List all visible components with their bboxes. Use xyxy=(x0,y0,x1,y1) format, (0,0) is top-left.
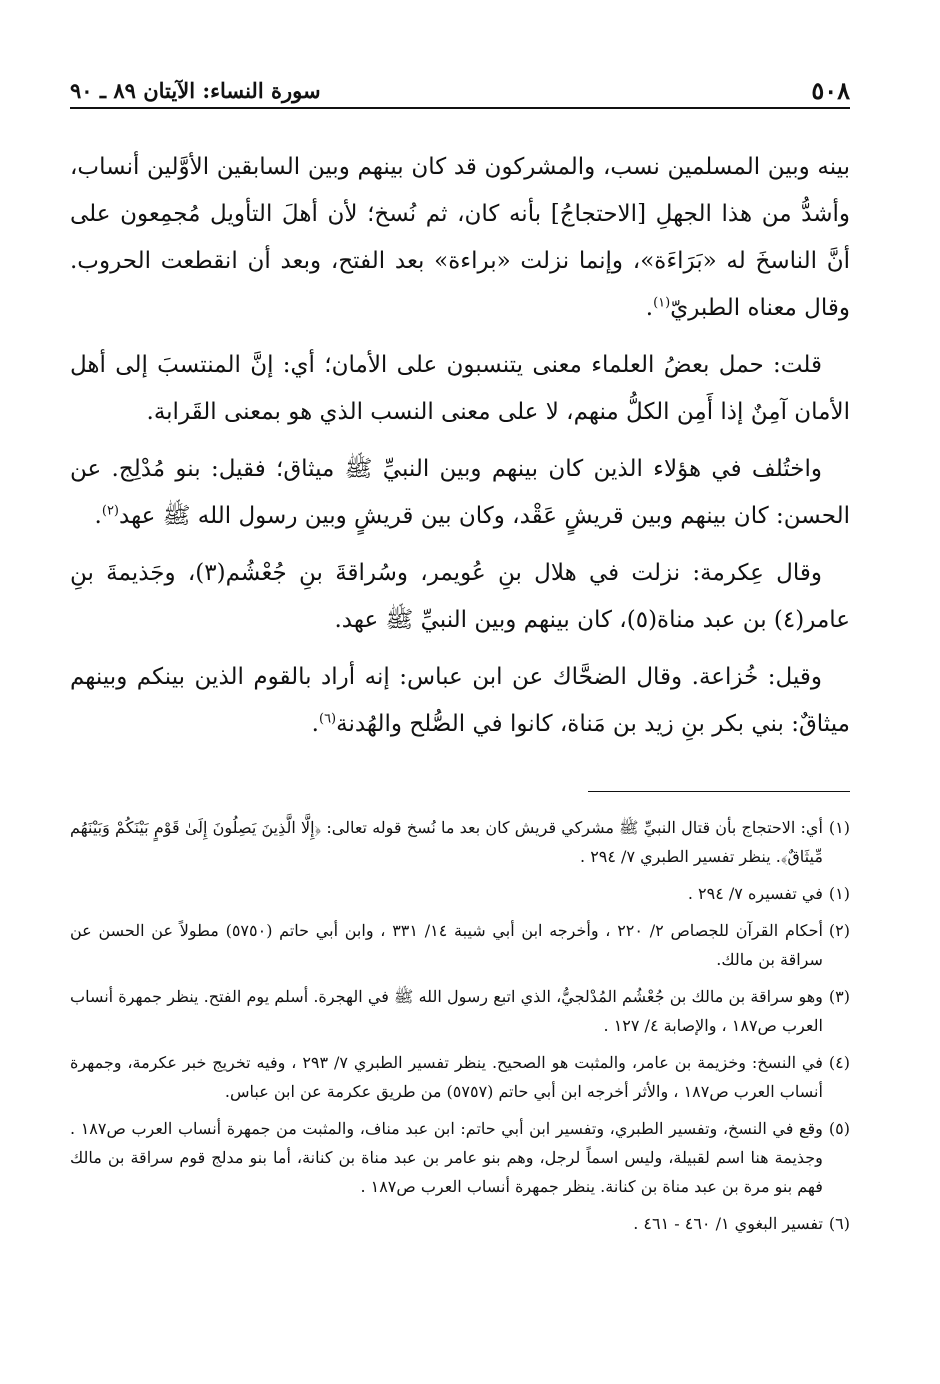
footnote-number: (١) xyxy=(828,884,850,903)
footnote-number: (٣) xyxy=(828,987,850,1006)
page-header xyxy=(70,66,850,104)
paragraph-tail: . xyxy=(311,711,319,737)
paragraph-4 xyxy=(70,550,850,644)
paragraph-tail: . xyxy=(645,295,654,321)
footnotes xyxy=(70,813,850,1246)
footnote-text: أحكام القرآن للجصاص ٢/ ٢٢٠ ، وأخرجه ابن أبي شيبة ١٤/ ٣٣١ ، وابن أبي حاتم (٥٧٥٠) مطولاً عن الحسن عن سراقة بن مالك. xyxy=(70,921,823,969)
footnote-item xyxy=(70,879,850,908)
paragraph-3 xyxy=(70,446,850,540)
paragraph-1 xyxy=(70,144,850,332)
footnote-item xyxy=(70,1048,850,1106)
paragraph-text: واختُلف في هؤلاء الذين كان بينهم وبين النبيِّ ﷺ ميثاق؛ فقيل: بنو مُدْلِج. عن الحسن: كان بينهم وبين قريشٍ عَقْد، وكان بين قريشٍ وبين رسول الله ﷺ عهد xyxy=(70,456,850,529)
page-number: ٥٠٨ xyxy=(811,76,850,105)
footnote-item xyxy=(70,813,850,871)
footnote-text: وقع في النسخ، وتفسير الطبري، وتفسير ابن أبي حاتم: ابن عبد مناف، والمثبت من جمهرة أنساب العرب ص١٨٧ . وجذيمة هنا اسم لقبيلة، وليس اسماً لرجل، وهم بنو عامر بن عبد مناة بن كنانة، أما بنو مدلج قوم سراقة بن مالك فهم بنو مرة بن عبد مناة بن كنانة. ينظر جمهرة أنساب العرب ص١٨٧ . xyxy=(70,1119,823,1196)
paragraph-2 xyxy=(70,342,850,436)
footnote-text: أي: الاحتجاج بأن قتال النبيِّ ﷺ مشركي قريش كان بعد ما نُسخ قوله تعالى: ﴿إِلَّا الَّذِينَ يَصِلُونَ إِلَىٰ قَوْمٍ بَيْنَكُمْ وَبَيْنَهُم مِّيثَاقٌ﴾. ينظر تفسير الطبري ٧/ ٢٩٤ . xyxy=(70,818,823,866)
main-text xyxy=(70,144,850,758)
footnote-text: في تفسيره ٧/ ٢٩٤ . xyxy=(687,884,823,903)
footnote-number: (٢) xyxy=(828,921,850,940)
footnote-item xyxy=(70,1209,850,1238)
footnote-text: تفسير البغوي ١/ ٤٦٠ - ٤٦١ . xyxy=(633,1214,823,1233)
footnote-number: (٤) xyxy=(828,1053,850,1072)
paragraph-5 xyxy=(70,654,850,748)
header-divider xyxy=(70,107,850,109)
footnote-item xyxy=(70,1114,850,1201)
paragraph-text: بينه وبين المسلمين نسب، والمشركون قد كان بينهم وبين السابقين الأوَّلين أنساب، وأشدُّ من هذا الجهلِ [الاحتجاجُ] بأنه كان، ثم نُسخ؛ لأن أهلَ التأويل مُجمِعون على أنَّ الناسخَ له «بَرَاءَة»، وإنما نزلت «براءة» بعد الفتح، وبعد أن انقطعت الحروب. وقال معناه الطبريّ xyxy=(70,154,850,321)
footnote-ref: (٦) xyxy=(318,711,337,727)
footnote-divider xyxy=(588,791,850,792)
footnote-number: (١) xyxy=(828,818,850,837)
footnote-text: وهو سراقة بن مالك بن جُعْشُم المُدْلجيُّ، الذي اتبع رسول الله ﷺ في الهجرة. أسلم يوم الفتح. ينظر جمهرة أنساب العرب ص١٨٧ ، والإصابة ٤/ ١٢٧ . xyxy=(70,987,823,1035)
running-title: سورة النساء: الآيتان ٨٩ ـ ٩٠ xyxy=(70,78,321,103)
footnote-item xyxy=(70,916,850,974)
footnote-text: في النسخ: وخزيمة بن عامر، والمثبت هو الصحيح. ينظر تفسير الطبري ٧/ ٢٩٣ ، وفيه تخريج خبر عكرمة، وجمهرة أنساب العرب ص١٨٧ ، والأثر أخرجه ابن أبي حاتم (٥٧٥٧) من طريق عكرمة عن ابن عباس. xyxy=(70,1053,823,1101)
footnote-ref: (١) xyxy=(653,295,671,311)
footnote-item xyxy=(70,982,850,1040)
footnote-number: (٥) xyxy=(828,1119,850,1138)
footnote-number: (٦) xyxy=(828,1214,850,1233)
paragraph-text: وقال عِكرمة: نزلت في هلال بنِ عُويمر، وسُراقةَ بنِ جُعْشُم(٣)، وجَذيمةَ بنِ عامر(٤) بن عبد مناة(٥)، كان بينهم وبين النبيِّ ﷺ عهد. xyxy=(70,560,850,633)
paragraph-text: وقيل: خُزاعة. وقال الضحَّاك عن ابن عباس: إنه أراد بالقوم الذين بينكم وبينهم ميثاقٌ: بني بكر بنِ زيد بن مَناة، كانوا في الصُّلح والهُدنة xyxy=(70,664,850,737)
paragraph-tail: . xyxy=(94,503,102,529)
paragraph-text: قلت: حمل بعضُ العلماء معنى يتنسبون على الأمان؛ أي: إنَّ المنتسبَ إلى أهل الأمان آمِنٌ إذا أَمِن الكلُّ منهم، لا على معنى النسب الذي هو بمعنى القَرابة. xyxy=(70,352,850,425)
book-page xyxy=(70,66,850,1356)
footnote-ref: (٢) xyxy=(101,503,119,519)
